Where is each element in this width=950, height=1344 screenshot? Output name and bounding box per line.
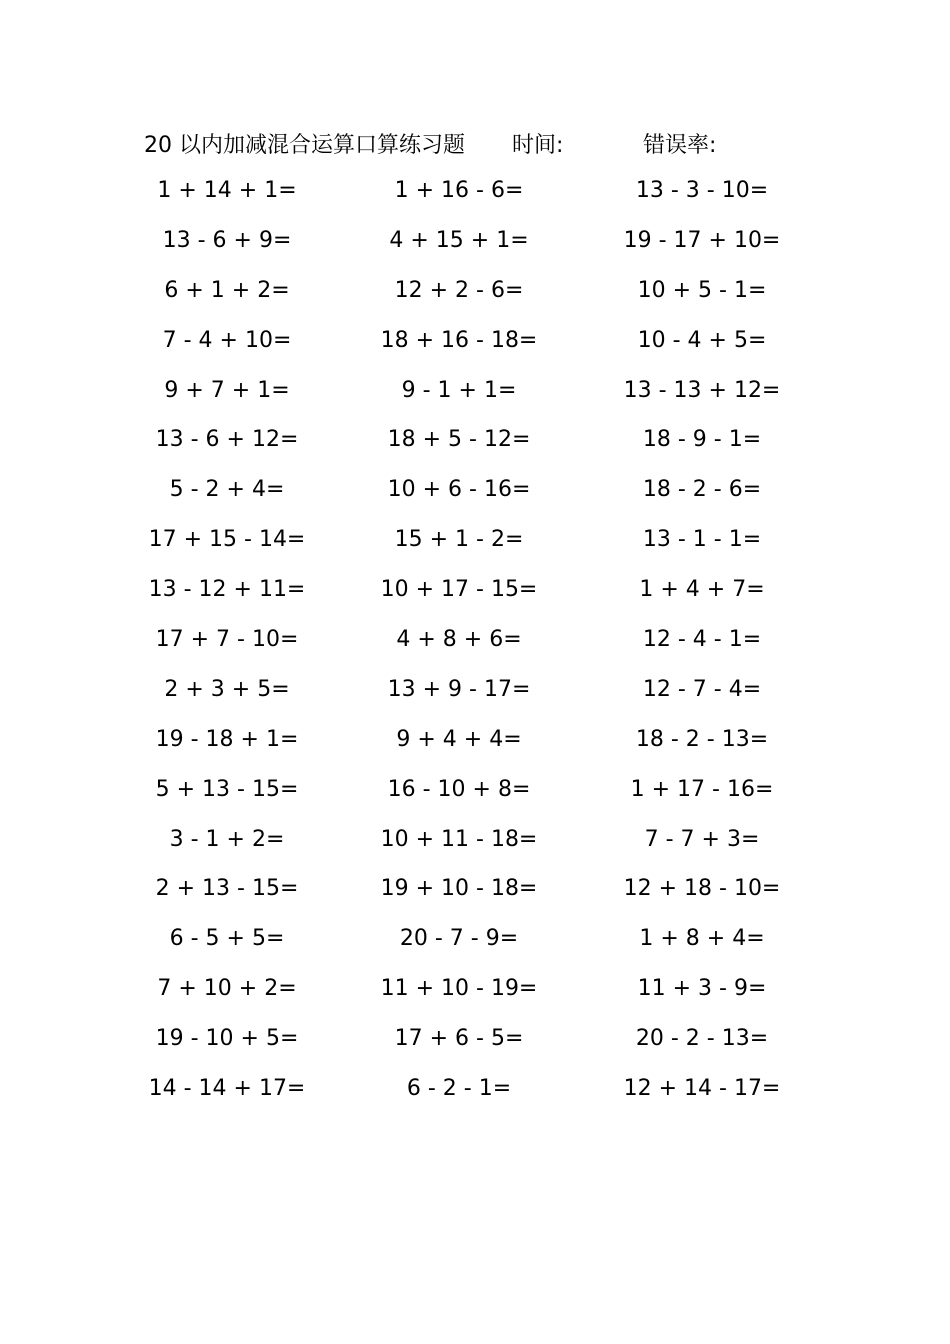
- math-problem: 10 - 4 + 5=: [637, 327, 767, 353]
- math-problem: 12 + 14 - 17=: [623, 1076, 781, 1102]
- math-problem: 13 - 6 + 12=: [155, 427, 299, 453]
- math-problem: 13 - 3 - 10=: [635, 178, 769, 203]
- math-problem: 5 - 2 + 4=: [169, 477, 285, 503]
- math-problem: 18 + 16 - 18=: [380, 327, 538, 353]
- math-problem: 11 + 10 - 19=: [380, 976, 538, 1002]
- math-problem: 17 + 7 - 10=: [155, 627, 299, 653]
- math-problem: 10 + 11 - 18=: [380, 826, 538, 852]
- math-problem: 19 - 10 + 5=: [155, 1026, 299, 1052]
- math-problem: 5 + 13 - 15=: [155, 776, 299, 802]
- math-problem: 13 + 9 - 17=: [387, 676, 531, 702]
- problem-column-2: [359, 170, 559, 1118]
- math-problem: 12 - 7 - 4=: [642, 676, 762, 702]
- math-problem: 14 - 14 + 17=: [148, 1076, 306, 1102]
- math-problem: 13 - 6 + 9=: [162, 227, 292, 253]
- math-problem: 12 + 2 - 6=: [394, 277, 524, 303]
- math-problem: 9 + 7 + 1=: [164, 377, 290, 403]
- math-problem: 20 - 2 - 13=: [635, 1026, 769, 1052]
- math-problem: 19 - 18 + 1=: [155, 726, 299, 752]
- math-problem: 15 + 1 - 2=: [394, 527, 524, 553]
- math-problem: 17 + 6 - 5=: [394, 1026, 524, 1052]
- math-problem: 6 - 2 - 1=: [406, 1076, 512, 1102]
- math-problem: 2 + 3 + 5=: [164, 676, 290, 702]
- worksheet-title: 20 以内加减混合运算口算练习题: [144, 133, 465, 158]
- math-problem: 6 + 1 + 2=: [164, 277, 290, 303]
- math-problem: 16 - 10 + 8=: [387, 776, 531, 802]
- problem-column-3: [602, 170, 802, 1118]
- time-label: 时间:: [512, 133, 564, 158]
- math-problem: 7 - 4 + 10=: [162, 327, 292, 353]
- math-problem: 13 - 12 + 11=: [148, 577, 306, 603]
- math-problem: 7 + 10 + 2=: [157, 976, 297, 1002]
- math-problem: 1 + 8 + 4=: [639, 926, 765, 952]
- math-problem: 13 - 13 + 12=: [623, 377, 781, 403]
- math-problem: 19 + 10 - 18=: [380, 876, 538, 902]
- math-problem: 12 - 4 - 1=: [642, 627, 762, 653]
- math-problem: 18 - 9 - 1=: [642, 427, 762, 453]
- problem-column-1: [127, 170, 327, 1118]
- math-problem: 18 + 5 - 12=: [387, 427, 531, 453]
- math-problem: 10 + 6 - 16=: [387, 477, 531, 503]
- math-problem: 1 + 16 - 6=: [394, 178, 524, 203]
- math-problem: 10 + 5 - 1=: [637, 277, 767, 303]
- math-problem: 6 - 5 + 5=: [169, 926, 285, 952]
- math-problem: 1 + 4 + 7=: [639, 577, 765, 603]
- math-problem: 18 - 2 - 6=: [642, 477, 762, 503]
- math-problem: 9 + 4 + 4=: [396, 726, 522, 752]
- math-problem: 1 + 14 + 1=: [157, 178, 297, 203]
- math-problem: 9 - 1 + 1=: [401, 377, 517, 403]
- math-problem: 19 - 17 + 10=: [623, 227, 781, 253]
- math-problem: 3 - 1 + 2=: [169, 826, 285, 852]
- math-problem: 17 + 15 - 14=: [148, 527, 306, 553]
- error-rate-label: 错误率:: [643, 133, 717, 158]
- math-problem: 1 + 17 - 16=: [630, 776, 774, 802]
- math-problem: 2 + 13 - 15=: [155, 876, 299, 902]
- math-problem: 10 + 17 - 15=: [380, 577, 538, 603]
- math-problem: 12 + 18 - 10=: [623, 876, 781, 902]
- math-problem: 11 + 3 - 9=: [637, 976, 767, 1002]
- math-problem: 7 - 7 + 3=: [644, 826, 760, 852]
- math-problem: 13 - 1 - 1=: [642, 527, 762, 553]
- math-problem: 18 - 2 - 13=: [635, 726, 769, 752]
- math-problem: 4 + 8 + 6=: [396, 627, 522, 653]
- math-problem: 4 + 15 + 1=: [389, 227, 529, 253]
- worksheet-header: [0, 124, 950, 160]
- math-problem: 20 - 7 - 9=: [399, 926, 519, 952]
